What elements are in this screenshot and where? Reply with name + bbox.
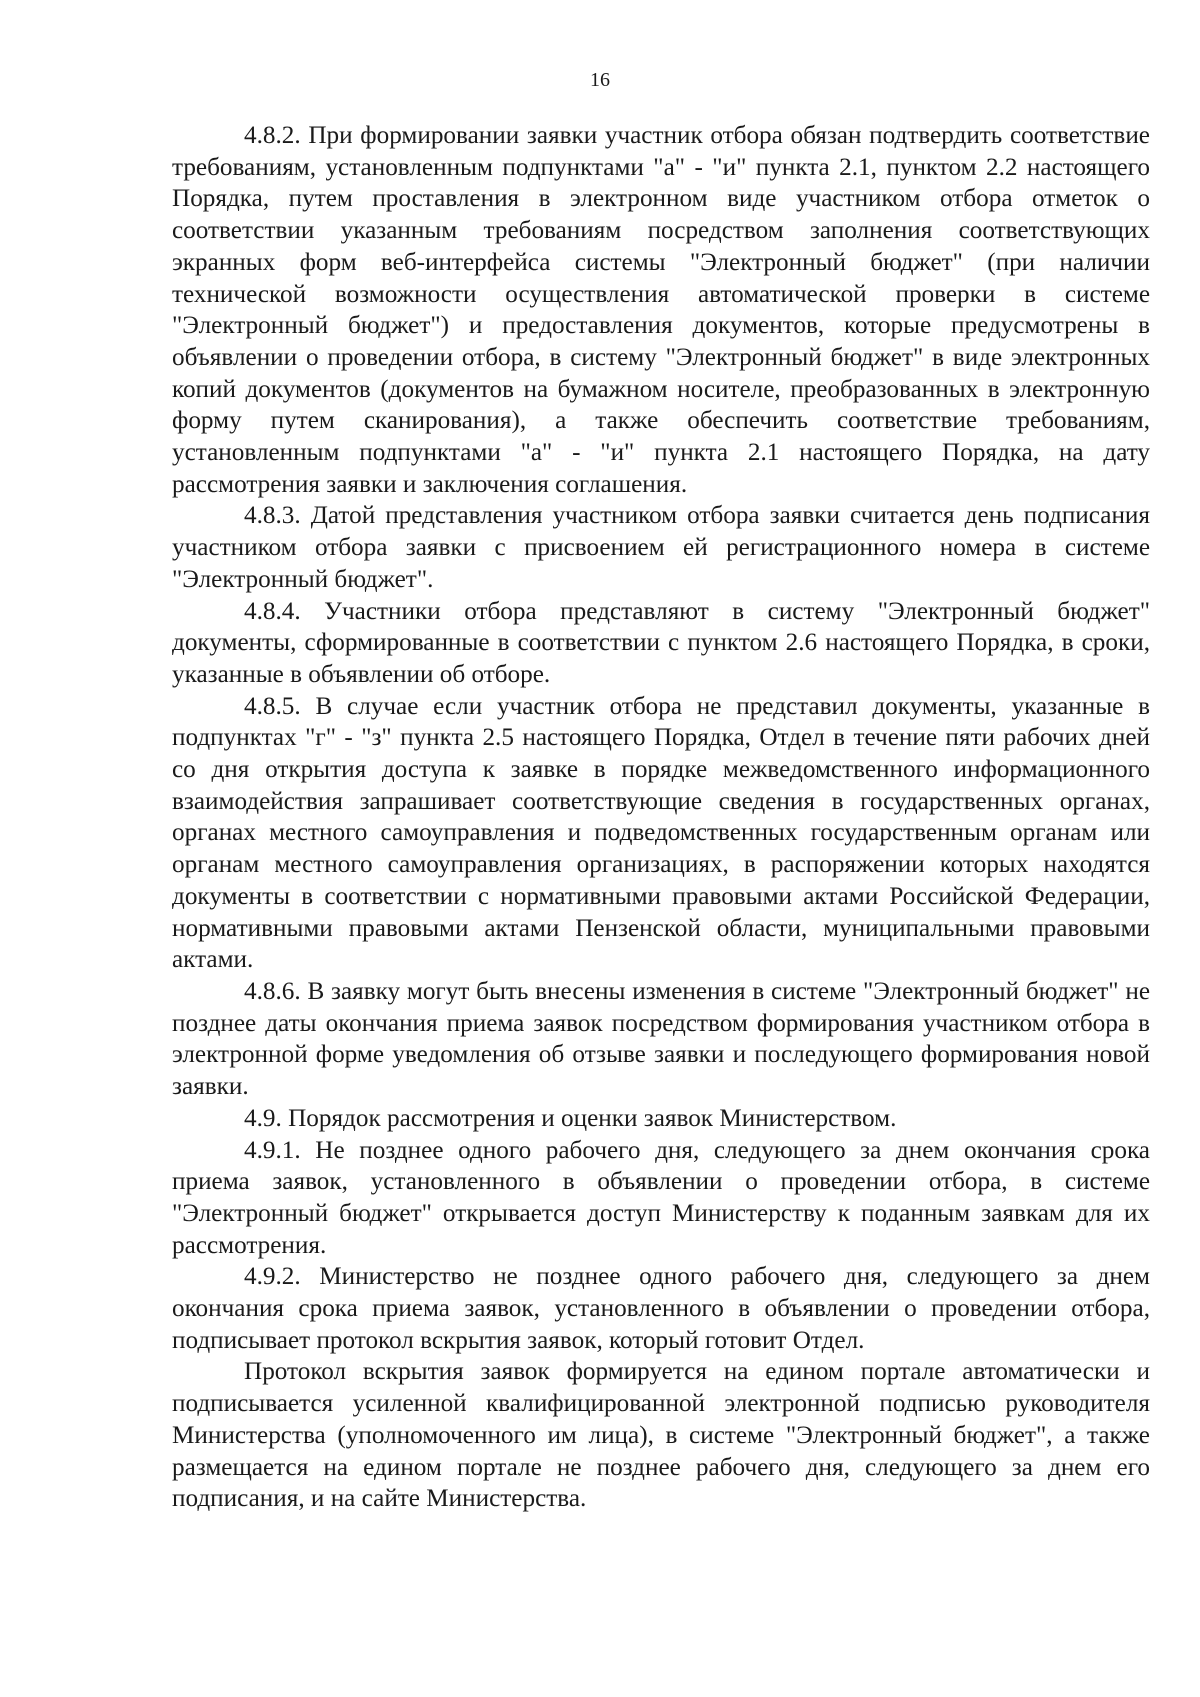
paragraph-4-9: 4.9. Порядок рассмотрения и оценки заявок Министерством.: [244, 1104, 897, 1132]
document-body: [172, 120, 1150, 1515]
paragraph-4-9-2: 4.9.2. Министерство не позднее одного рабочего дня, следующего за днем окончания срока приема заявок, установленного в объявлении о проведении отбора, подписывает протокол вскрытия заявок, который готовит Отдел.: [172, 1263, 1150, 1354]
paragraph-4-8-6: 4.8.6. В заявку могут быть внесены изменения в системе "Электронный бюджет" не позднее даты окончания приема заявок посредством формирования участником отбора в электронной форме уведомления об отзыве заявки и последующего формирования новой заявки.: [172, 977, 1150, 1101]
paragraph-4-8-2: 4.8.2. При формировании заявки участник отбора обязан подтвердить соответствие требованиям, установленным подпунктами "а" - "и" пункта 2.1, пунктом 2.2 настоящего Порядка, путем проставления в электронном виде участником отбора отметок о соответствии указанным требованиям посредством заполнения соответствующих экранных форм веб-интерфейса системы "Электронный бюджет" (при наличии технической возможности осуществления автоматической проверки в системе "Электронный бюджет") и предоставления документов, которые предусмотрены в объявлении о проведении отбора, в систему "Электронный бюджет" в виде электронных копий документов (документов на бумажном носителе, преобразованных в электронную форму путем сканирования), а также обеспечить соответствие требованиям, установленным подпунктами "а" - "и" пункта 2.1 настоящего Порядка, на дату рассмотрения заявки и заключения соглашения.: [172, 122, 1150, 498]
paragraph-4-8-4: 4.8.4. Участники отбора представляют в систему "Электронный бюджет" документы, сформированные в соответствии с пунктом 2.6 настоящего Порядка, в сроки, указанные в объявлении об отборе.: [172, 597, 1150, 688]
page-number: 16: [590, 69, 610, 91]
paragraph-4-8-3: 4.8.3. Датой представления участником отбора заявки считается день подписания участником отбора заявки с присвоением ей регистрационного номера в системе "Электронный бюджет".: [172, 502, 1150, 593]
paragraph-4-9-1: 4.9.1. Не позднее одного рабочего дня, следующего за днем окончания срока приема заявок, установленного в объявлении о проведении отбора, в системе "Электронный бюджет" открывается доступ Министерству к поданным заявкам для их рассмотрения.: [172, 1136, 1150, 1259]
paragraph-protocol: Протокол вскрытия заявок формируется на едином портале автоматически и подписывается усиленной квалифицированной электронной подписью руководителя Министерства (уполномоченного им лица), в системе "Электронный бюджет", а также размещается на едином портале не позднее рабочего дня, следующего за днем его подписания, и на сайте Министерства.: [172, 1358, 1150, 1513]
paragraph-4-8-5: 4.8.5. В случае если участник отбора не представил документы, указанные в подпунктах "г" - "з" пункта 2.5 настоящего Порядка, Отдел в течение пяти рабочих дней со дня открытия доступа к заявке в порядке межведомственного информационного взаимодействия запрашивает соответствующие сведения в государственных органах, органах местного самоуправления и подведомственных государственным органам или органам местного самоуправления организациях, в распоряжении которых находятся документы в соответствии с нормативными правовыми актами Российской Федерации, нормативными правовыми актами Пензенской области, муниципальными правовыми актами.: [172, 692, 1150, 974]
